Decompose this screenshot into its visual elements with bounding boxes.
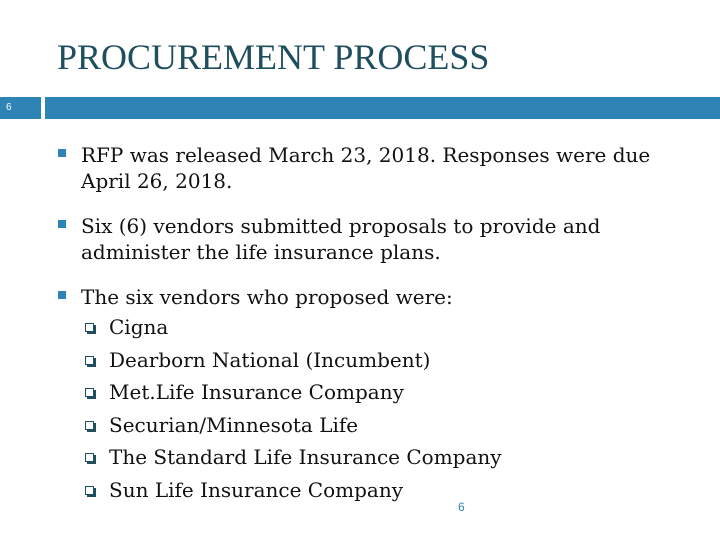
vendor-item xyxy=(83,474,697,507)
vendor-item xyxy=(83,344,697,377)
slide-number-badge xyxy=(0,97,41,119)
square-bullet-icon xyxy=(58,291,66,299)
page-number: 6 xyxy=(458,500,465,514)
checkbox-bullet-icon xyxy=(85,486,94,495)
vendor-name: The Standard Life Insurance Company xyxy=(109,445,502,469)
vendor-item xyxy=(83,376,697,409)
bullet-text: RFP was released March 23, 2018. Responses were due April 26, 2018. xyxy=(81,143,651,193)
vendor-item xyxy=(83,311,697,344)
square-bullet-icon xyxy=(58,220,66,228)
checkbox-bullet-icon xyxy=(85,453,94,462)
bullet-item-vendors-submitted xyxy=(57,213,697,265)
vendor-item xyxy=(83,409,697,442)
bullet-item-rfp xyxy=(57,142,697,194)
bullet-item-vendor-list xyxy=(57,284,697,506)
vendor-list xyxy=(83,311,697,506)
bullet-text: The six vendors who proposed were: xyxy=(81,285,453,309)
vendor-item xyxy=(83,441,697,474)
checkbox-bullet-icon xyxy=(85,388,94,397)
vendor-name: Cigna xyxy=(109,315,169,339)
vendor-name: Securian/Minnesota Life xyxy=(109,412,359,437)
bullet-list xyxy=(57,142,697,525)
vendor-name: Sun Life Insurance Company xyxy=(109,477,403,502)
vendor-name: Dearborn National (Incumbent) xyxy=(109,347,431,372)
title-accent-bar xyxy=(45,97,720,119)
checkbox-bullet-icon xyxy=(85,323,94,332)
vendor-name: Met.Life Insurance Company xyxy=(109,380,404,404)
slide-number: 6 xyxy=(6,102,12,113)
checkbox-bullet-icon xyxy=(85,421,94,430)
bullet-text: Six (6) vendors submitted proposals to provide and administer the life insurance plans. xyxy=(81,214,601,264)
checkbox-bullet-icon xyxy=(85,356,94,365)
square-bullet-icon xyxy=(58,149,66,157)
slide-title: PROCUREMENT PROCESS xyxy=(57,37,490,77)
